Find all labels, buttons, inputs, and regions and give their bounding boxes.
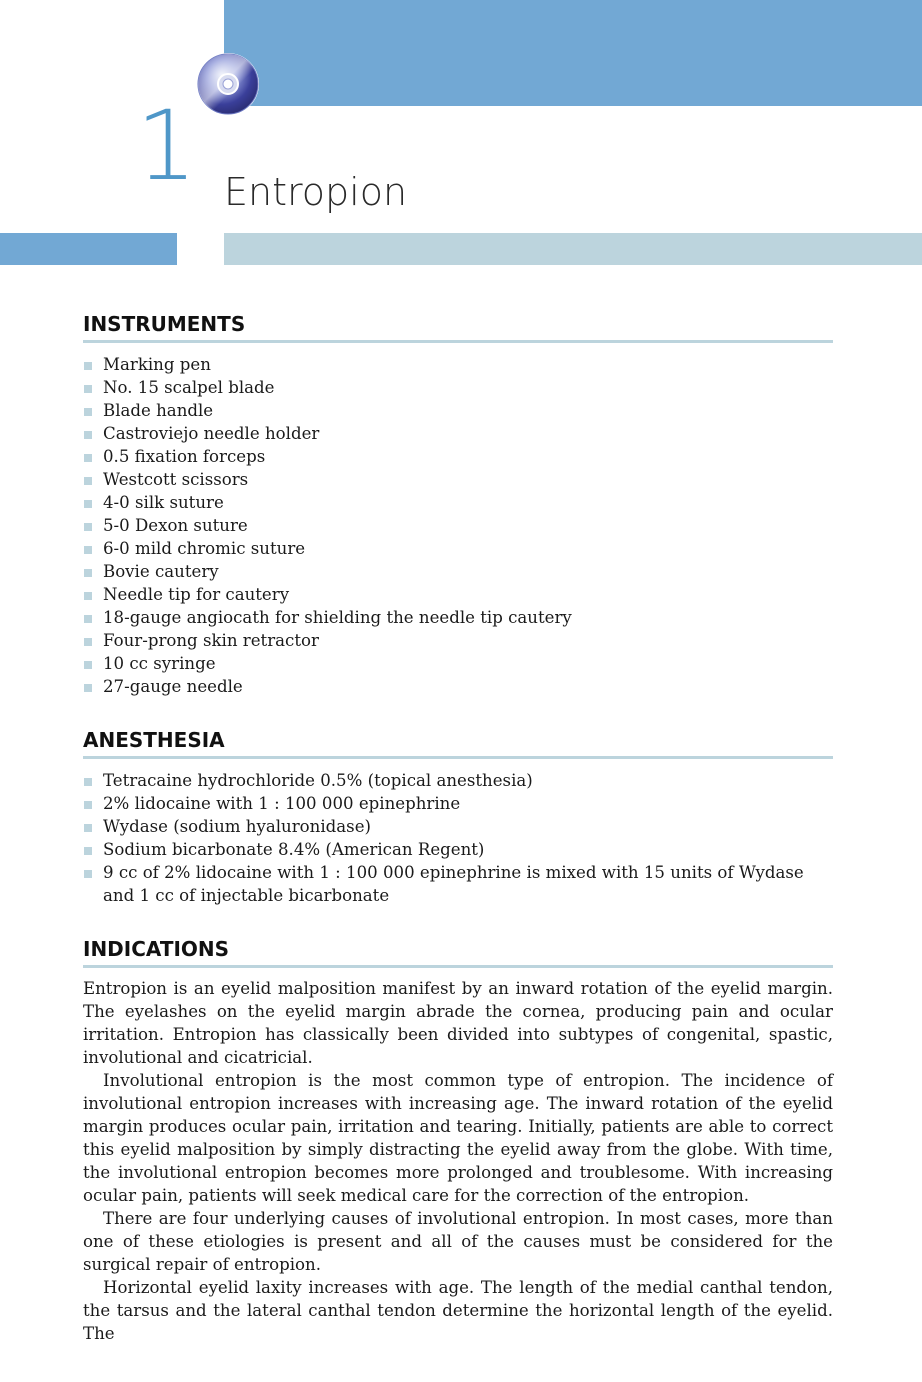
- list-item: [83, 353, 833, 376]
- square-bullet-icon: [84, 801, 92, 809]
- list-item-text: Westcott scissors: [103, 470, 249, 489]
- list-item-text: 27-gauge needle: [103, 677, 243, 696]
- list-item: [83, 792, 833, 815]
- square-bullet-icon: [84, 546, 92, 554]
- square-bullet-icon: [84, 870, 92, 878]
- list-item-text: 18-gauge angiocath for shielding the needle tip cautery: [103, 608, 572, 627]
- anesthesia-heading: ANESTHESIA: [83, 726, 833, 759]
- indications-heading: INDICATIONS: [83, 935, 833, 968]
- list-item: [83, 861, 833, 907]
- list-item: [83, 537, 833, 560]
- decorative-bar-left: [0, 233, 177, 265]
- list-item: [83, 769, 833, 792]
- decorative-bar-right: [224, 233, 922, 265]
- square-bullet-icon: [84, 615, 92, 623]
- list-item: [83, 468, 833, 491]
- square-bullet-icon: [84, 778, 92, 786]
- list-item: [83, 491, 833, 514]
- header-band: [224, 0, 922, 106]
- square-bullet-icon: [84, 408, 92, 416]
- section-spacer: [83, 698, 833, 726]
- list-item: [83, 376, 833, 399]
- instruments-heading: INSTRUMENTS: [83, 310, 833, 343]
- page-content: [83, 310, 833, 1345]
- list-item-text: Bovie cautery: [103, 562, 219, 581]
- list-item: [83, 560, 833, 583]
- anesthesia-list: [83, 769, 833, 907]
- list-item: [83, 399, 833, 422]
- list-item-text: Tetracaine hydrochloride 0.5% (topical anesthesia): [103, 771, 533, 790]
- square-bullet-icon: [84, 477, 92, 485]
- square-bullet-icon: [84, 500, 92, 508]
- cd-disc-icon: [196, 52, 260, 116]
- square-bullet-icon: [84, 523, 92, 531]
- list-item-text: Marking pen: [103, 355, 211, 374]
- section-spacer: [83, 907, 833, 935]
- list-item: [83, 422, 833, 445]
- list-item: [83, 629, 833, 652]
- list-item: [83, 652, 833, 675]
- list-item-text: 2% lidocaine with 1 : 100 000 epinephrine: [103, 794, 461, 813]
- list-item-text: Blade handle: [103, 401, 214, 420]
- list-item-text: 9 cc of 2% lidocaine with 1 : 100 000 epinephrine is mixed with 15 units of Wydase and 1 cc of injectable bicarbonate: [103, 863, 804, 905]
- list-item-text: No. 15 scalpel blade: [103, 378, 275, 397]
- square-bullet-icon: [84, 569, 92, 577]
- list-item: [83, 838, 833, 861]
- list-item: [83, 583, 833, 606]
- chapter-title: Entropion: [224, 170, 408, 214]
- list-item-text: Sodium bicarbonate 8.4% (American Regent): [103, 840, 485, 859]
- list-item-text: 5-0 Dexon suture: [103, 516, 248, 535]
- list-item-text: 4-0 silk suture: [103, 493, 224, 512]
- list-item-text: 10 cc syringe: [103, 654, 216, 673]
- instruments-list: [83, 353, 833, 698]
- list-item: [83, 445, 833, 468]
- square-bullet-icon: [84, 362, 92, 370]
- list-item: [83, 675, 833, 698]
- square-bullet-icon: [84, 592, 92, 600]
- list-item-text: Wydase (sodium hyaluronidase): [103, 817, 371, 836]
- list-item: [83, 606, 833, 629]
- square-bullet-icon: [84, 847, 92, 855]
- square-bullet-icon: [84, 661, 92, 669]
- list-item-text: Castroviejo needle holder: [103, 424, 320, 443]
- list-item-text: Four-prong skin retractor: [103, 631, 319, 650]
- chapter-number: 1: [136, 90, 196, 202]
- paragraph: Entropion is an eyelid malposition manifest by an inward rotation of the eyelid margin. The eyelashes on the eyelid margin abrade the cornea, producing pain and ocular irritation. Entropion has classically been divided into subtypes of congenital, spastic, involutional and cicatricial.: [83, 979, 833, 1067]
- square-bullet-icon: [84, 824, 92, 832]
- square-bullet-icon: [84, 454, 92, 462]
- list-item-text: 6-0 mild chromic suture: [103, 539, 306, 558]
- list-item-text: Needle tip for cautery: [103, 585, 290, 604]
- paragraph: Involutional entropion is the most common type of entropion. The incidence of involutional entropion increases with increasing age. The inward rotation of the eyelid margin produces ocular pain, irritation and tearing. Initially, patients are able to correct this eyelid malposition by simply distracting the eyelid away from the globe. With time, the involutional entropion becomes more prolonged and troublesome. With increasing ocular pain, patients will seek medical care for the correction of the entropion.: [83, 1071, 833, 1205]
- paragraph: Horizontal eyelid laxity increases with age. The length of the medial canthal tendon, the tarsus and the lateral canthal tendon determine the horizontal length of the eyelid. The: [83, 1278, 833, 1343]
- square-bullet-icon: [84, 638, 92, 646]
- list-item: [83, 815, 833, 838]
- square-bullet-icon: [84, 684, 92, 692]
- square-bullet-icon: [84, 431, 92, 439]
- paragraph: There are four underlying causes of involutional entropion. In most cases, more than one of these etiologies is present and all of the causes must be considered for the surgical repair of entropion.: [83, 1209, 833, 1274]
- list-item: [83, 514, 833, 537]
- square-bullet-icon: [84, 385, 92, 393]
- list-item-text: 0.5 fixation forceps: [103, 447, 266, 466]
